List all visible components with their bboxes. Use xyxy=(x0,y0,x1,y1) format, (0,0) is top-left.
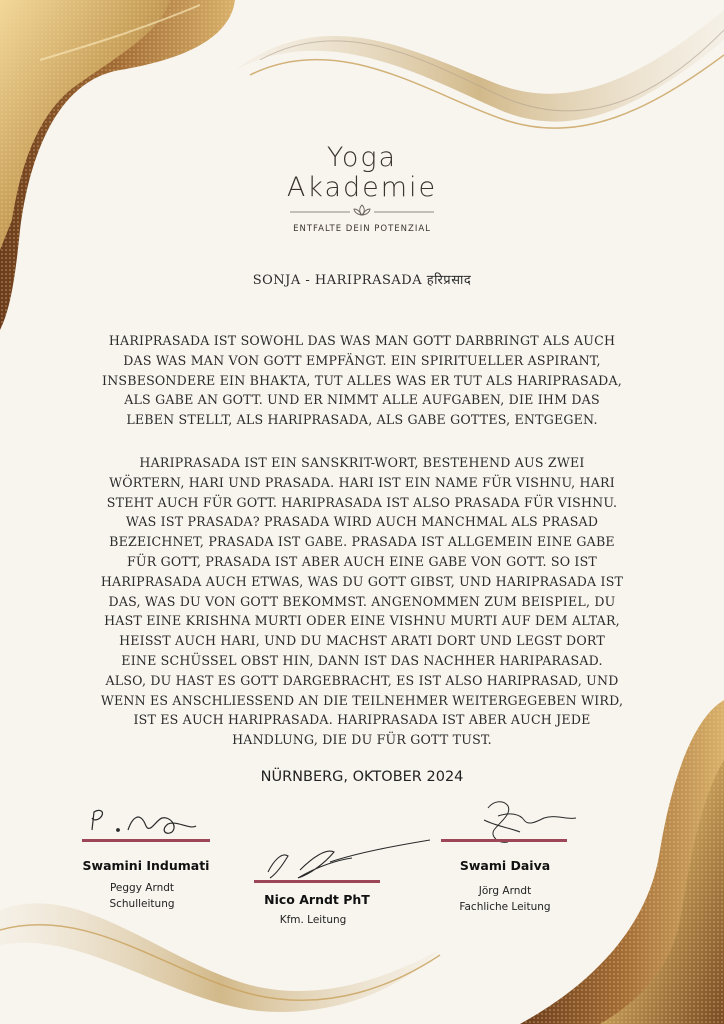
signature-1-name: Peggy Arndt xyxy=(109,882,175,894)
recipient-name: SONJA - HARIPRASADA हरिप्रसाद xyxy=(252,273,472,288)
signature-2-role: Kfm. Leitung xyxy=(279,914,347,926)
logo-title-line2: Akademie xyxy=(286,172,438,203)
signature-2-scribble xyxy=(268,840,430,878)
signature-3-title: Swami Daiva xyxy=(459,858,551,873)
signature-3-role: Fachliche Leitung xyxy=(459,901,551,913)
signature-3-line xyxy=(441,839,567,842)
wave-top-right xyxy=(235,10,724,122)
logo-title-line1: Yoga xyxy=(326,142,398,173)
body-paragraph-2: HARIPRASADA IST EIN SANSKRIT-WORT, BESTEHEND AUS ZWEI WÖRTERN, HARI UND PRASADA. HARI IST EIN NAME FÜR VISHNU, HARI STEHT AUCH FÜR GOTT. HARIPRASADA IST ALSO PRASADA FÜR VISHNU. WAS IST PRASADA? PRASADA WIRD AUCH MANCHMAL ALS PRASAD BEZEICHNET, PRASADA IST GABE. PRASADA IST ALLGEMEIN EINE GABE FÜR GOTT, PRASADA IST ABER AUCH EINE GABE VON GOTT. SO IST HARIPRASADA AUCH ETWAS, WAS DU GOTT GIBST, UND HARIPRASADA IST DAS, WAS DU VON GOTT BEKOMMST. ANGENOMMEN ZUM BEISPIEL, DU HAST EINE KRISHNA MURTI ODER EINE VISHNU MURTI AUF DEM ALTAR, HEISST AUCH HARI, UND DU MACHST ARATI DORT UND LEGST DORT EINE SCHÜSSEL OBST HIN, DANN IST DAS NACHHER HARIPARASAD. ALSO, DU HAST ES GOTT DARGEBRACHT, ES IST ALSO HARIPRASAD, UND WENN ES ANSCHLIESSEND AN DIE TEILNEHMER WEITERGEGEBEN WIRD, IST ES AUCH HARIPRASADA. HARIPRASADA IST ABER AUCH JEDE HANDLUNG, DIE DU FÜR GOTT TUST. xyxy=(100,455,624,748)
place-date: NÜRNBERG, OKTOBER 2024 xyxy=(260,769,464,785)
signature-1-role: Schulleitung xyxy=(109,898,175,910)
signature-3-name: Jörg Arndt xyxy=(478,885,532,897)
lotus-icon xyxy=(354,205,370,215)
logo-tagline: ENTFALTE DEIN POTENZIAL xyxy=(293,224,431,234)
signature-2-title: Nico Arndt PhT xyxy=(264,892,370,907)
body-paragraph-1: HARIPRASADA IST SOWOHL DAS WAS MAN GOTT DARBRINGT ALS AUCH DAS WAS MAN VON GOTT EMPFÄNGT. EIN SPIRITUELLER ASPIRANT, INSBESONDERE EIN BHAKTA, TUT ALLES WAS ER TUT ALS HARIPRASADA, ALS GABE AN GOTT. UND ER NIMMT ALLE AUFGABEN, DIE IHM DAS LEBEN STELLT, ALS HARIPRASADA, ALS GABE GOTTES, ENTGEGEN. xyxy=(102,333,622,428)
signature-1-line xyxy=(82,839,210,842)
signature-1-title: Swamini Indumati xyxy=(82,858,210,873)
signature-2-line xyxy=(254,880,380,883)
signature-3-scribble xyxy=(484,802,576,843)
signature-1-scribble xyxy=(92,810,196,833)
